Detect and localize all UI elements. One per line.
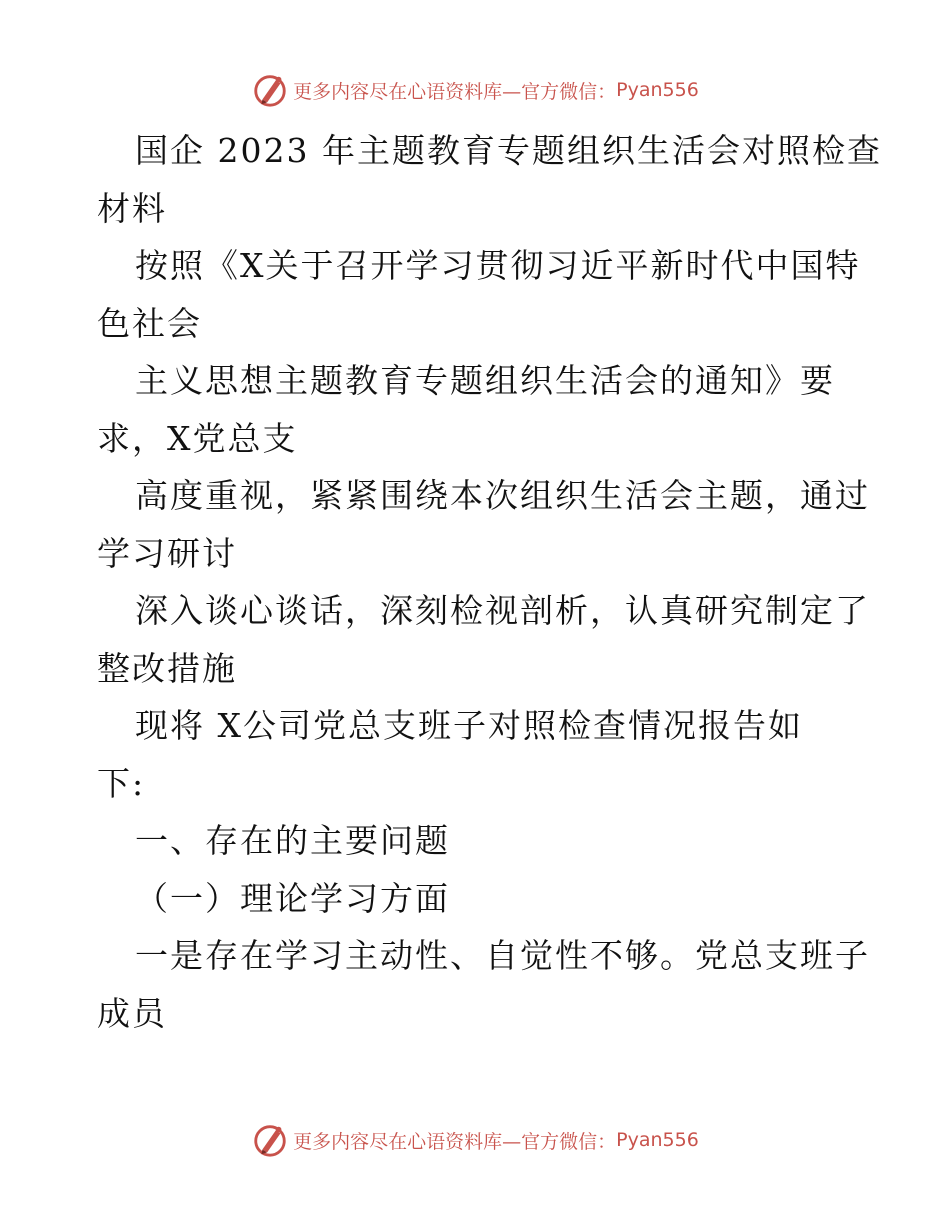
pen-logo-icon	[251, 71, 289, 109]
body-line: 学习研讨	[97, 533, 237, 573]
body-line: 一是存在学习主动性、自觉性不够。党总支班子	[135, 936, 870, 975]
body-line: 按照《X关于召开学习贯彻习近平新时代中国特	[135, 246, 861, 285]
footer-banner-handle: Pyan556	[616, 1129, 699, 1151]
body-line: 色社会	[97, 303, 202, 343]
body-line: 下:	[97, 763, 146, 803]
document-body	[97, 122, 882, 1042]
body-line: 现将 X公司党总支班子对照检查情况报告如	[135, 706, 803, 745]
subsection-heading: （一）理论学习方面	[135, 878, 450, 918]
section-heading: 一、存在的主要问题	[135, 821, 450, 860]
header-banner-text: 更多内容尽在心语资料库—官方微信：	[293, 80, 617, 103]
body-line: 国企 2023 年主题教育专题组织生活会对照检查	[135, 131, 882, 170]
body-line: 高度重视，紧紧围绕本次组织生活会主题，通过	[135, 476, 870, 515]
body-line: 深入谈心谈话，深刻检视剖析，认真研究制定了	[135, 591, 870, 630]
body-line: 整改措施	[97, 648, 237, 688]
footer-watermark-banner	[0, 1120, 950, 1160]
header-banner-handle: Pyan556	[616, 79, 699, 101]
header-watermark-banner	[0, 70, 950, 110]
pen-logo-icon	[251, 1121, 289, 1159]
body-line: 求，X党总支	[97, 418, 298, 458]
body-line: 主义思想主题教育专题组织生活会的通知》要	[135, 361, 835, 400]
footer-banner-text: 更多内容尽在心语资料库—官方微信：	[293, 1130, 617, 1153]
body-line: 材料	[97, 188, 167, 228]
body-line: 成员	[97, 993, 167, 1033]
